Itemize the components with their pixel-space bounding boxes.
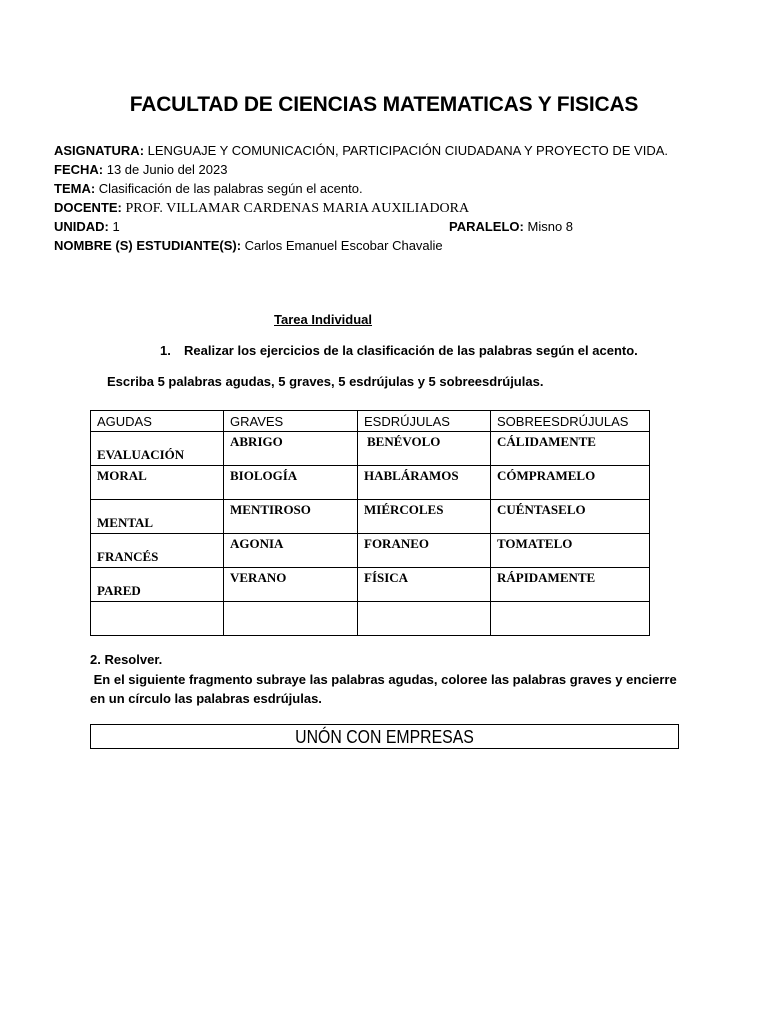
asignatura-value: LENGUAJE Y COMUNICACIÓN, PARTICIPACIÓN CIUDADANA Y PROYECTO DE VIDA.: [147, 143, 669, 158]
table-row: [91, 432, 650, 466]
tema-value: Clasificación de las palabras según el acento.: [98, 181, 363, 196]
unidad-label: UNIDAD:: [54, 219, 109, 234]
table-cell: FÍSICA: [358, 568, 491, 602]
table-cell: RÁPIDAMENTE: [491, 568, 650, 602]
table-cell: [91, 602, 224, 636]
table-cell: MIÉRCOLES: [358, 500, 491, 534]
question-1-number: 1.: [160, 343, 171, 358]
question-1: [160, 343, 638, 358]
asignatura-label: ASIGNATURA:: [54, 143, 145, 158]
table-cell: ABRIGO: [224, 432, 358, 466]
unidad-line: [54, 217, 120, 236]
table-cell: BENÉVOLO: [358, 432, 491, 466]
header-graves: GRAVES: [224, 411, 358, 432]
tema-line: [54, 179, 363, 198]
escriba-instruction: Escriba 5 palabras agudas, 5 graves, 5 esdrújulas y 5 sobreesdrújulas.: [107, 374, 544, 389]
question-2-text: En el siguiente fragmento subraye las palabras agudas, coloree las palabras graves y encierre en un círculo las palabras esdrújulas.: [90, 672, 677, 706]
table-cell: MENTIROSO: [224, 500, 358, 534]
table-header-row: [91, 411, 650, 432]
table-cell: MENTAL: [91, 500, 224, 534]
table-cell: VERANO: [224, 568, 358, 602]
fecha-label: FECHA:: [54, 162, 104, 177]
fragment-title-box: [90, 724, 679, 749]
tema-label: TEMA:: [54, 181, 96, 196]
header-agudas: AGUDAS: [91, 411, 224, 432]
table-cell: [358, 602, 491, 636]
table-cell: CUÉNTASELO: [491, 500, 650, 534]
table-cell: TOMATELO: [491, 534, 650, 568]
nombre-label: NOMBRE (S) ESTUDIANTE(S):: [54, 238, 242, 253]
unidad-value: 1: [112, 219, 120, 234]
docente-value: PROF. VILLAMAR CARDENAS MARIA AUXILIADORA: [125, 201, 470, 216]
table-cell: CÓMPRAMELO: [491, 466, 650, 500]
table-cell: [224, 602, 358, 636]
classification-table: [90, 410, 650, 636]
paralelo-line: [449, 217, 573, 236]
fragment-title: UNÓN CON EMPRESAS: [295, 727, 474, 747]
table-cell: FRANCÉS: [91, 534, 224, 568]
table-cell: CÁLIDAMENTE: [491, 432, 650, 466]
fecha-line: [54, 160, 227, 179]
nombre-value: Carlos Emanuel Escobar Chavalie: [244, 238, 443, 253]
table-cell: AGONIA: [224, 534, 358, 568]
table-cell: FORANEO: [358, 534, 491, 568]
paralelo-label: PARALELO:: [449, 219, 524, 234]
header-esdrujulas: ESDRÚJULAS: [358, 411, 491, 432]
document-title: FACULTAD DE CIENCIAS MATEMATICAS Y FISICAS: [129, 93, 639, 116]
table-row: [91, 568, 650, 602]
table-row: [91, 500, 650, 534]
docente-line: [54, 198, 469, 218]
asignatura-line: [54, 141, 668, 160]
question-2-title: 2. Resolver.: [90, 652, 163, 667]
paralelo-value: Misno 8: [527, 219, 574, 234]
table-row: [91, 466, 650, 500]
tarea-heading: Tarea Individual: [274, 312, 373, 327]
table-cell: MORAL: [91, 466, 224, 500]
table-cell: [491, 602, 650, 636]
question-1-text: Realizar los ejercicios de la clasificación de las palabras según el acento.: [184, 343, 638, 358]
header-sobreesdrujulas: SOBREESDRÚJULAS: [491, 411, 650, 432]
table-cell: BIOLOGÍA: [224, 466, 358, 500]
nombre-line: [54, 236, 443, 255]
table-cell: HABLÁRAMOS: [358, 466, 491, 500]
table-cell: EVALUACIÓN: [91, 432, 224, 466]
table-row: [91, 534, 650, 568]
fecha-value: 13 de Junio del 2023: [106, 162, 228, 177]
docente-label: DOCENTE:: [54, 200, 122, 215]
table-cell: PARED: [91, 568, 224, 602]
table-row: [91, 602, 650, 636]
